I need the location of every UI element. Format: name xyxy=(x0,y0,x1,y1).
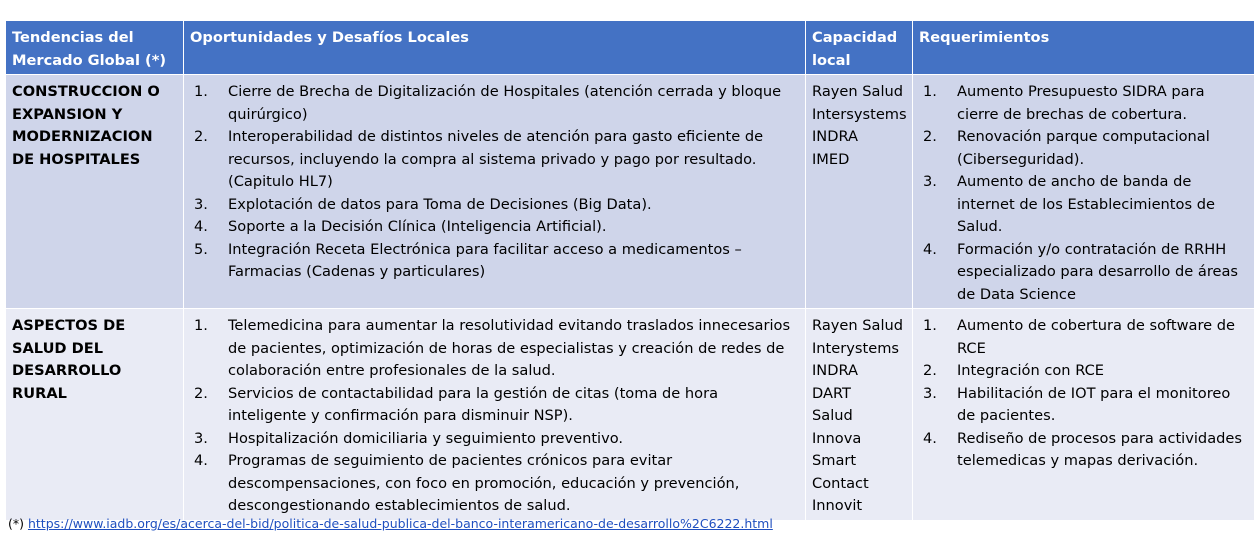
list-item-text: Habilitación de IOT para el monitoreo de pacientes. xyxy=(957,384,1231,424)
header-capacity: Capacidad local xyxy=(806,21,913,75)
list-item: 4. Formación y/o contratación de RRHH especializado para desarrollo de áreas de Data Science xyxy=(923,240,1239,303)
footnote-marker: (*) xyxy=(8,516,28,531)
capacity-item: IMED xyxy=(812,150,850,168)
list-item-text: Hospitalización domiciliaria y seguimiento preventivo. xyxy=(228,429,624,447)
list-item-text: Interoperabilidad de distintos niveles de atención para gasto eficiente de recursos, incluyendo la compra al sistema privado y pago por resultado. (Capitulo HL7) xyxy=(228,128,764,190)
requirements-cell xyxy=(913,75,1255,309)
list-item: 3. Hospitalización domiciliaria y seguimiento preventivo. xyxy=(194,429,624,447)
list-item-text: Renovación parque computacional (Ciberseguridad). xyxy=(957,128,1210,168)
capacity-item: Salud Innova xyxy=(812,407,862,447)
list-item: 3. Explotación de datos para Toma de Decisiones (Big Data). xyxy=(194,195,652,213)
list-item: 5. Integración Receta Electrónica para facilitar acceso a medicamentos – Farmacias (Cadenas y particulares) xyxy=(194,240,742,280)
list-item: 2. Servicios de contactabilidad para la gestión de citas (toma de hora inteligente y confirmación para disminuir NSP). xyxy=(194,384,719,424)
capacity-item: DART xyxy=(812,384,851,402)
capacity-item: Innovit xyxy=(812,497,863,514)
capacity-item: Interystems xyxy=(812,339,900,357)
list-item-text: Aumento de ancho de banda de internet de los Establecimientos de Salud. xyxy=(957,173,1215,235)
opportunities-cell xyxy=(184,75,806,309)
list-item-text: Aumento de cobertura de software de RCE xyxy=(957,317,1236,357)
list-item-text: Explotación de datos para Toma de Decisiones (Big Data). xyxy=(228,195,652,213)
list-item: 2. Interoperabilidad de distintos niveles de atención para gasto eficiente de recursos, incluyendo la compra al sistema privado y pago por resultado. (Capitulo HL7) xyxy=(194,128,764,190)
list-item: 1. Telemedicina para aumentar la resolutividad evitando traslados innecesarios de pacientes, optimización de horas de especialistas y creación de redes de colaboración entre profesionales de la salud. xyxy=(194,317,791,379)
list-item: 3. Aumento de ancho de banda de internet de los Establecimientos de Salud. xyxy=(923,173,1215,235)
requirements-cell xyxy=(913,309,1255,521)
list-item: 1. Aumento de cobertura de software de RCE xyxy=(923,317,1236,357)
trend-cell: CONSTRUCCION O EXPANSION Y MODERNIZACION DE HOSPITALES xyxy=(6,75,184,309)
list-item: 4. Programas de seguimiento de pacientes crónicos para evitar descompensaciones, con foco en promoción, educación y prevención, descongestionando establecimientos de salud. xyxy=(194,452,740,514)
capacity-cell xyxy=(806,75,913,309)
list-item: 3. Habilitación de IOT para el monitoreo de pacientes. xyxy=(923,384,1231,424)
capacity-item: Intersystems xyxy=(812,105,907,123)
header-row xyxy=(6,21,1255,75)
list-item-text: Cierre de Brecha de Digitalización de Hospitales (atención cerrada y bloque quirúrgico) xyxy=(228,83,782,123)
opportunities-list xyxy=(190,315,799,518)
requirements-list xyxy=(919,81,1248,306)
list-item: 2. Renovación parque computacional (Ciberseguridad). xyxy=(923,128,1210,168)
opportunities-list xyxy=(190,81,799,284)
table-row xyxy=(6,75,1255,309)
list-item-text: Telemedicina para aumentar la resolutividad evitando traslados innecesarios de pacientes, optimización de horas de especialistas y creación de redes de colaboración entre profesionales de la salud. xyxy=(228,317,791,379)
list-item: 1. Aumento Presupuesto SIDRA para cierre de brechas de cobertura. xyxy=(923,83,1205,123)
capacity-item: Contact xyxy=(812,474,869,492)
list-item-text: Integración con RCE xyxy=(957,362,1105,379)
capacity-item: INDRA xyxy=(812,362,858,379)
list-item-text: Rediseño de procesos para actividades telemedicas y mapas derivación. xyxy=(957,429,1242,469)
footnote xyxy=(8,515,773,533)
requirements-list xyxy=(919,315,1248,473)
list-item-text: Programas de seguimiento de pacientes crónicos para evitar descompensaciones, con foco en promoción, educación y prevención, descongestionando establecimientos de salud. xyxy=(228,452,740,514)
list-item-text: Integración Receta Electrónica para facilitar acceso a medicamentos – Farmacias (Cadenas y particulares) xyxy=(228,240,742,280)
trends-table xyxy=(5,20,1255,521)
table-row xyxy=(6,309,1255,521)
list-item: 4. Rediseño de procesos para actividades telemedicas y mapas derivación. xyxy=(923,429,1242,469)
header-opportunities: Oportunidades y Desafíos Locales xyxy=(184,21,806,75)
header-requirements: Requerimientos xyxy=(913,21,1255,75)
trend-cell: ASPECTOS DE SALUD DEL DESARROLLO RURAL xyxy=(6,309,184,521)
footnote-link[interactable]: https://www.iadb.org/es/acerca-del-bid/politica-de-salud-publica-del-banco-interamericano-de-desarrollo%2C6222.html xyxy=(27,516,773,531)
list-item-text: Soporte a la Decisión Clínica (Inteligencia Artificial). xyxy=(228,218,607,235)
list-item: 4. Soporte a la Decisión Clínica (Inteligencia Artificial). xyxy=(194,218,607,235)
list-item-text: Aumento Presupuesto SIDRA para cierre de brechas de cobertura. xyxy=(957,83,1205,123)
capacity-item: INDRA xyxy=(812,128,858,145)
opportunities-cell xyxy=(184,309,806,521)
capacity-item: Rayen Salud xyxy=(812,83,904,100)
list-item: 1. Cierre de Brecha de Digitalización de Hospitales (atención cerrada y bloque quirúrgico) xyxy=(194,83,782,123)
capacity-cell xyxy=(806,309,913,521)
list-item-text: Servicios de contactabilidad para la gestión de citas (toma de hora inteligente y confirmación para disminuir NSP). xyxy=(228,384,719,424)
capacity-item: Rayen Salud xyxy=(812,317,904,334)
header-trends: Tendencias del Mercado Global (*) xyxy=(6,21,184,75)
list-item: 2. Integración con RCE xyxy=(923,362,1105,379)
list-item-text: Formación y/o contratación de RRHH especializado para desarrollo de áreas de Data Science xyxy=(957,240,1239,303)
capacity-item: Smart xyxy=(812,452,857,469)
